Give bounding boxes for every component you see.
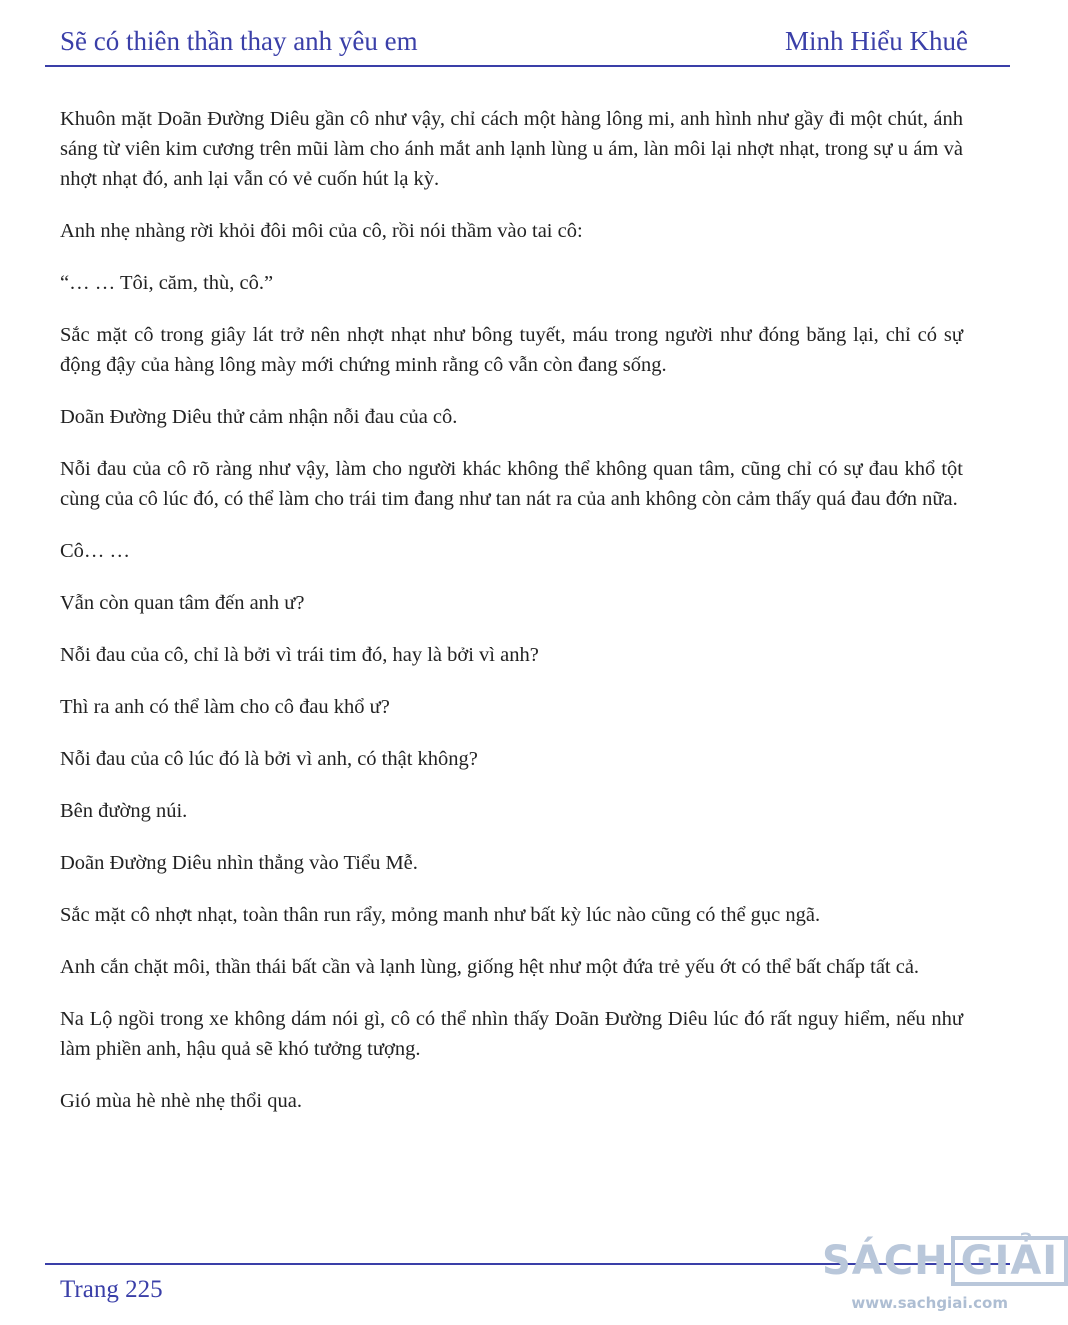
book-title: Sẽ có thiên thần thay anh yêu em: [60, 26, 418, 56]
paragraph: Cô… …: [60, 540, 131, 562]
page-header: [60, 26, 968, 62]
watermark-url: www.sachgiai.com: [851, 1294, 1008, 1312]
paragraph: Bên đường núi.: [60, 800, 188, 822]
watermark-logo-text: SÁCH: [822, 1238, 949, 1284]
header-rule: [45, 65, 1010, 67]
paragraph: Anh nhẹ nhàng rời khỏi đôi môi của cô, rồi nói thầm vào tai cô:: [60, 220, 583, 242]
watermark-logo: [822, 1236, 1068, 1286]
watermark-logo-boxed: GIẢI: [951, 1236, 1068, 1286]
page-number: Trang 225: [60, 1276, 163, 1303]
paragraph: Doãn Đường Diêu nhìn thẳng vào Tiểu Mễ.: [60, 852, 418, 874]
paragraph: Thì ra anh có thể làm cho cô đau khổ ư?: [60, 696, 390, 718]
paragraph: Nỗi đau của cô rõ ràng như vậy, làm cho người khác không thể không quan tâm, cũng chỉ có sự đau khổ tột cùng của cô lúc đó, có thể làm cho trái tim đang như tan nát ra của anh không còn cảm thấy quá đau đớn nữa.: [60, 458, 963, 510]
paragraph: Sắc mặt cô nhợt nhạt, toàn thân run rẩy, mỏng manh như bất kỳ lúc nào cũng có thể gục ngã.: [60, 904, 821, 926]
page-body: [60, 104, 963, 1138]
paragraph: “… … Tôi, căm, thù, cô.”: [60, 272, 274, 294]
paragraph: Vẫn còn quan tâm đến anh ư?: [60, 592, 305, 614]
paragraph: Nỗi đau của cô lúc đó là bởi vì anh, có thật không?: [60, 748, 478, 770]
paragraph: Sắc mặt cô trong giây lát trở nên nhợt nhạt như bông tuyết, máu trong người như đóng băng lại, chỉ có sự động đậy của hàng lông mày mới chứng minh rằng cô vẫn còn đang sống.: [60, 324, 963, 376]
paragraph: Gió mùa hè nhè nhẹ thổi qua.: [60, 1090, 302, 1112]
paragraph: Anh cắn chặt môi, thần thái bất cần và lạnh lùng, giống hệt như một đứa trẻ yếu ớt có thể bất chấp tất cả.: [60, 956, 920, 978]
paragraph: Nỗi đau của cô, chỉ là bởi vì trái tim đó, hay là bởi vì anh?: [60, 644, 539, 666]
author-name: Minh Hiểu Khuê: [785, 26, 968, 56]
watermark: [814, 1228, 1059, 1320]
paragraph: Doãn Đường Diêu thử cảm nhận nỗi đau của cô.: [60, 406, 458, 428]
paragraph: Na Lộ ngồi trong xe không dám nói gì, cô có thể nhìn thấy Doãn Đường Diêu lúc đó rất nguy hiểm, nếu như làm phiền anh, hậu quả sẽ khó tưởng tượng.: [60, 1008, 963, 1060]
paragraph: Khuôn mặt Doãn Đường Diêu gần cô như vậy, chỉ cách một hàng lông mi, anh hình như gầy đi một chút, ánh sáng từ viên kim cương trên mũi làm cho ánh mắt anh lạnh lùng u ám, làn môi lại nhợt nhạt, trong sự u ám và nhợt nhạt đó, anh lại vẫn có vẻ cuốn hút lạ kỳ.: [60, 108, 963, 190]
